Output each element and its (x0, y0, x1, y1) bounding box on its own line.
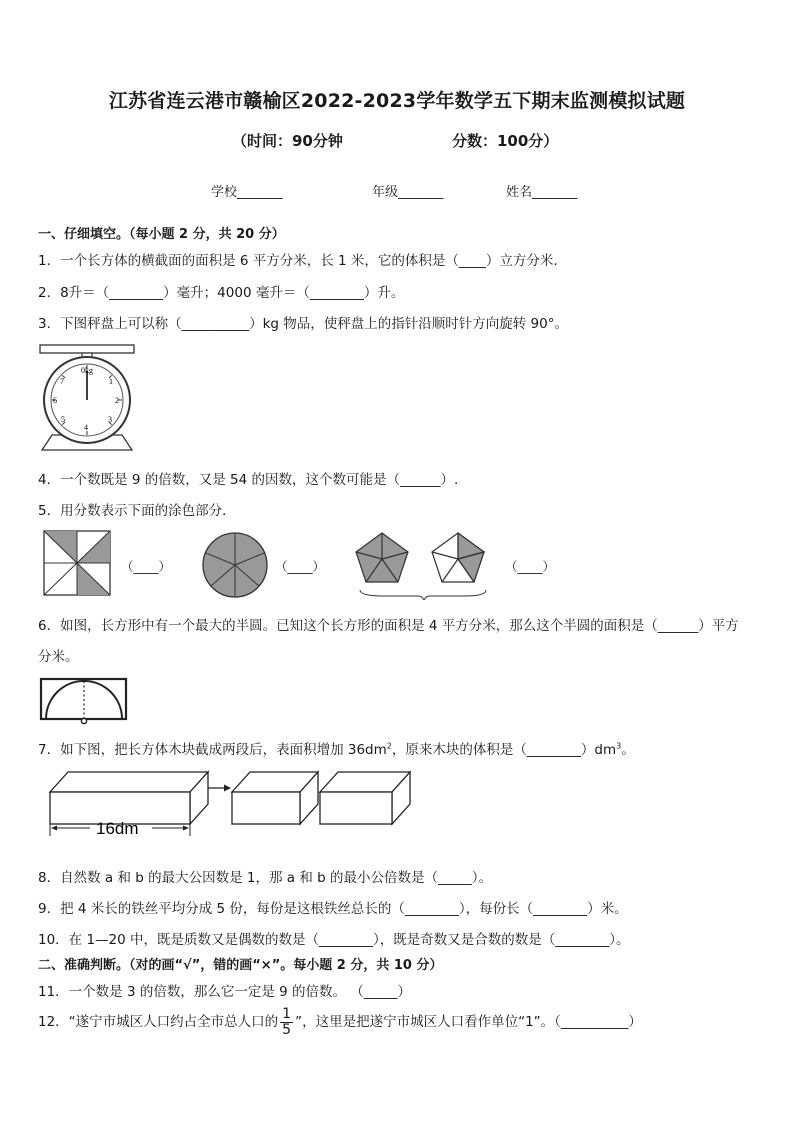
name-field: 姓名_______ (506, 185, 578, 200)
scale-label-5: 5 (61, 415, 65, 424)
semicircle-figure (38, 676, 130, 726)
question-7-pre: 7．如下图，把长方体木块截成两段后，表面积增加 36dm (38, 742, 387, 758)
exam-time: （时间：90分钟 (232, 132, 343, 150)
wood-length-label: 16dm (96, 819, 139, 838)
scale-label-3: 3 (108, 415, 112, 424)
grade-field: 年级_______ (372, 185, 444, 200)
circle-figure (200, 530, 270, 600)
wood-block-figure (40, 768, 420, 840)
exam-score: 分数：100分） (452, 132, 559, 150)
question-12-post: ”，这里是把遂宁市城区人口看作单位“1”。（__________） (295, 1014, 642, 1031)
exam-title: 江苏省连云港市赣榆区2022-2023学年数学五下期末监测模拟试题 (108, 90, 686, 112)
question-6-line-1: 6．如图，长方形中有一个最大的半圆。已知这个长方形的面积是 4 平方分米，那么这个半圆的面积是（______）平方 (38, 618, 739, 634)
scale-label-1: 1 (109, 377, 113, 386)
question-7 (38, 738, 635, 758)
pentagon-figure (354, 528, 489, 600)
question-10: 10．在 1—20 中，既是质数又是偶数的数是（________），既是奇数又是合数的数是（________）。 (38, 932, 630, 948)
square-figure (42, 529, 114, 599)
scale-plate (40, 345, 134, 353)
scale-label-4: 4 (84, 423, 88, 432)
question-12-pre: 12．“遂宁市城区人口约占全市总人口的 (38, 1014, 279, 1031)
question-7-post: 。 (621, 742, 635, 758)
fraction-denominator: 5 (282, 1021, 292, 1038)
question-9: 9．把 4 米长的铁丝平均分成 5 份，每份是这根铁丝总长的（________），每份长（________）米。 (38, 901, 628, 917)
scale-figure (38, 342, 138, 454)
question-1: 1．一个长方体的横截面的面积是 6 平方分米，长 1 米，它的体积是（____）立方分米. (38, 253, 558, 269)
question-3: 3．下图秤盘上可以称（__________）kg 物品，使秤盘上的指针沿顺时针方向旋转 90°。 (38, 316, 568, 332)
question-6-line-2: 分米。 (38, 649, 79, 665)
q7-superscript-1: 2 (386, 741, 392, 751)
section-2-heading: 二、准确判断。（对的画“√”，错的画“×”。每小题 2 分，共 10 分） (38, 958, 443, 973)
scale-label-2: 2 (115, 396, 119, 405)
question-8: 8．自然数 a 和 b 的最大公因数是 1，那 a 和 b 的最小公倍数是（_____）。 (38, 870, 492, 886)
school-field: 学校_______ (211, 185, 283, 200)
question-7-mid: ，原来木块的体积是（________）dm (391, 742, 617, 758)
q5-blank-3: （____） (505, 559, 556, 574)
question-5: 5．用分数表示下面的涂色部分． (38, 503, 236, 519)
scale-label-top: 0kg (81, 366, 93, 375)
question-12 (38, 1007, 642, 1037)
q7-superscript-2: 3 (616, 741, 622, 751)
scale-label-6: 6 (53, 396, 57, 405)
question-11: 11．一个数是 3 的倍数，那么它一定是 9 的倍数。 （_____） (38, 984, 412, 1000)
question-2: 2．8升＝（________）毫升；4000 毫升＝（________）升。 (38, 285, 405, 301)
question-4: 4．一个数既是 9 的倍数，又是 54 的因数，这个数可能是（______）. (38, 472, 459, 488)
fraction-one-fifth (280, 1007, 293, 1037)
q5-blank-1: （____） (121, 559, 172, 574)
q5-blank-2: （____） (275, 559, 326, 574)
section-1-heading: 一、仔细填空。（每小题 2 分，共 20 分） (38, 227, 285, 242)
fraction-numerator: 1 (282, 1006, 292, 1022)
scale-label-7: 7 (60, 377, 64, 386)
